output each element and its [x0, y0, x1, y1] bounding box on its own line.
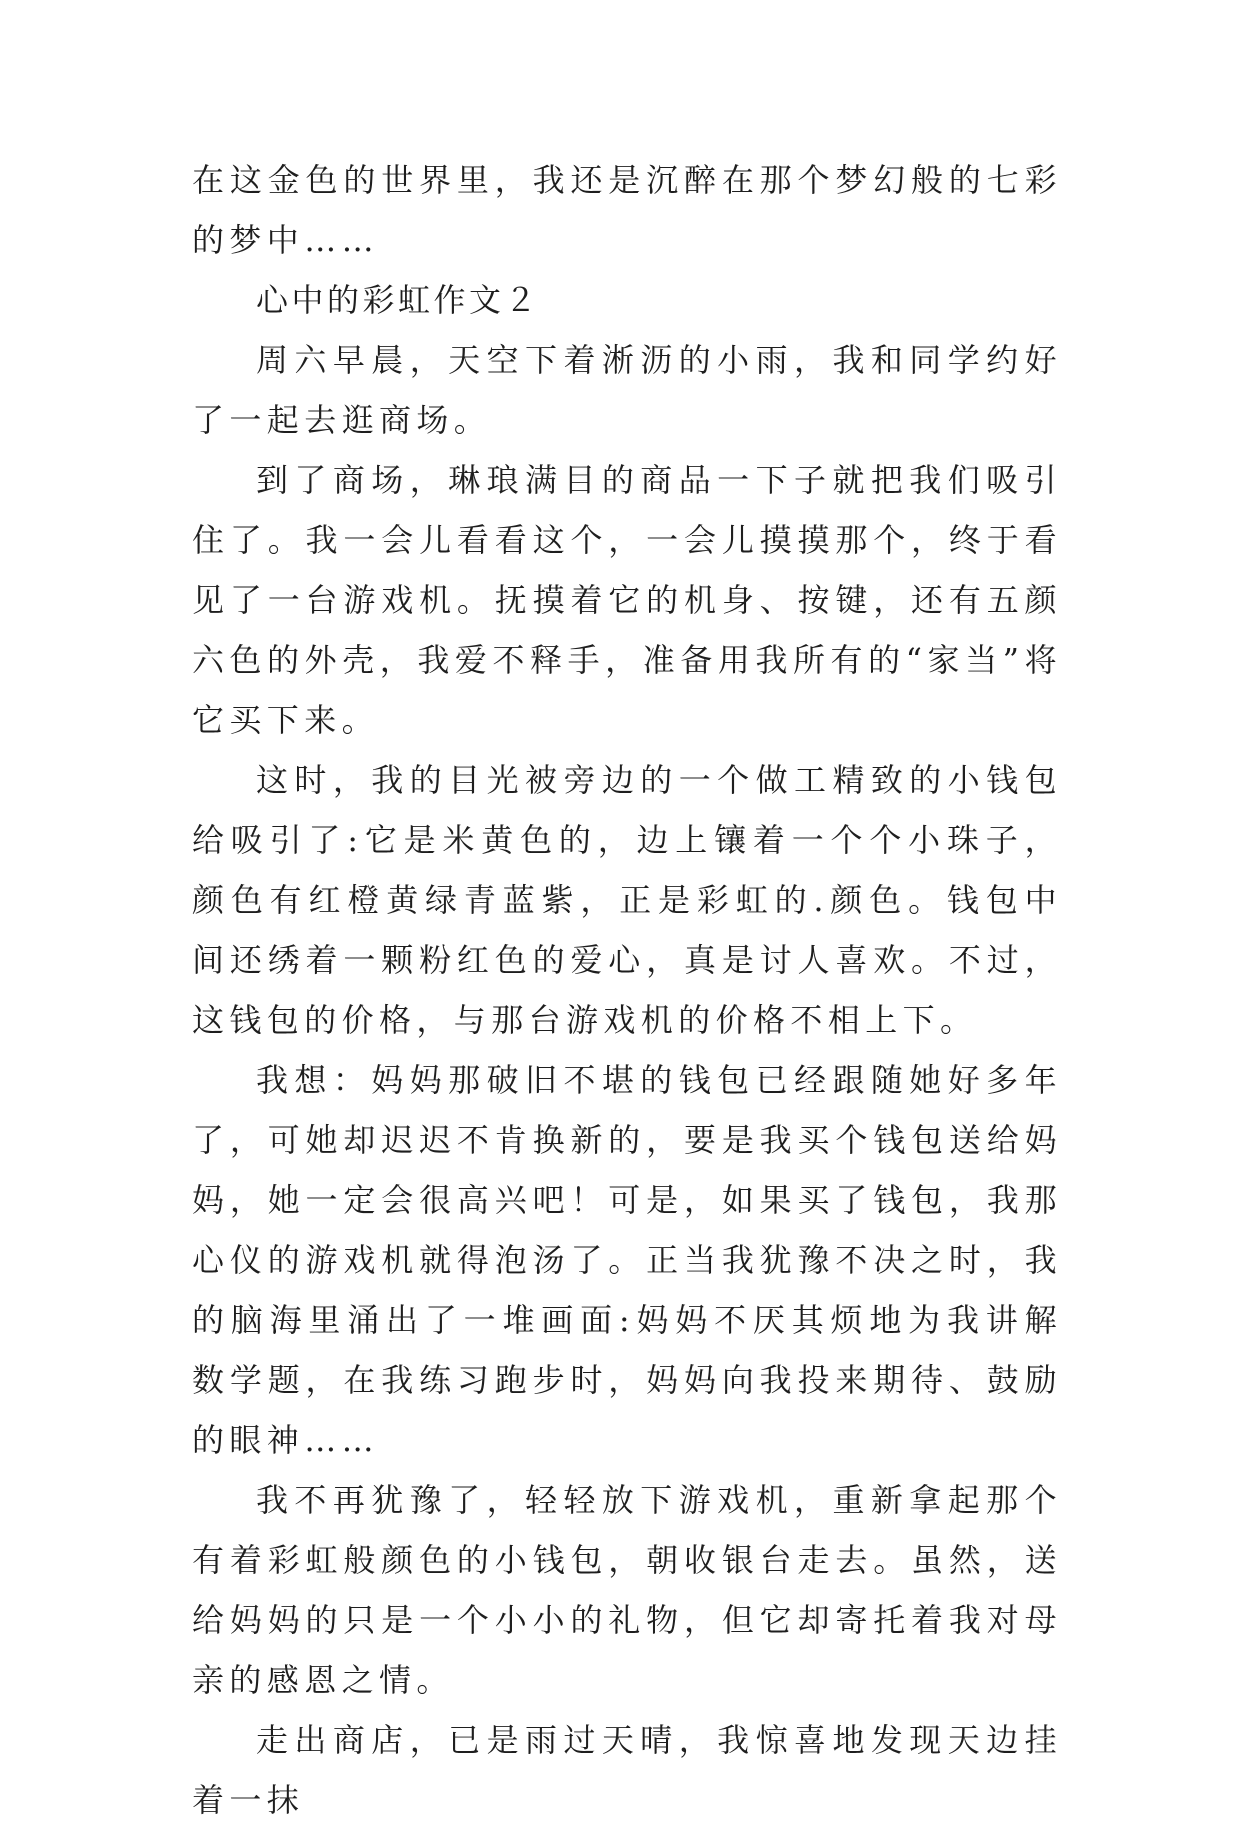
- document-body: [192, 150, 1062, 1830]
- paragraph-continuation: 在这金色的世界里，我还是沉醉在那个梦幻般的七彩的梦中……: [192, 161, 1062, 259]
- paragraph: 走出商店，已是雨过天晴，我惊喜地发现天边挂着一抹: [192, 1721, 1062, 1819]
- section-title: 心中的彩虹作文２: [256, 281, 541, 319]
- paragraph: 我想：妈妈那破旧不堪的钱包已经跟随她好多年了，可她却迟迟不肯换新的，要是我买个钱包送给妈妈，她一定会很高兴吧！可是，如果买了钱包，我那心仪的游戏机就得泡汤了。正当我犹豫不决之时，我的脑海里涌出了一堆画面:妈妈不厌其烦地为我讲解数学题，在我练习跑步时，妈妈向我投来期待、鼓励的眼神……: [192, 1061, 1062, 1459]
- paragraph: 周六早晨，天空下着淅沥的小雨，我和同学约好了一起去逛商场。: [192, 341, 1062, 439]
- paragraph: 这时，我的目光被旁边的一个做工精致的小钱包给吸引了:它是米黄色的，边上镶着一个个小珠子，颜色有红橙黄绿青蓝紫，正是彩虹的.颜色。钱包中间还绣着一颗粉红色的爱心，真是讨人喜欢。不过，这钱包的价格，与那台游戏机的价格不相上下。: [192, 761, 1062, 1039]
- paragraph: 到了商场，琳琅满目的商品一下子就把我们吸引住了。我一会儿看看这个，一会儿摸摸那个，终于看见了一台游戏机。抚摸着它的机身、按键，还有五颜六色的外壳，我爱不释手，准备用我所有的“家当”将它买下来。: [192, 461, 1062, 739]
- paragraph: 我不再犹豫了，轻轻放下游戏机，重新拿起那个有着彩虹般颜色的小钱包，朝收银台走去。虽然，送给妈妈的只是一个小小的礼物，但它却寄托着我对母亲的感恩之情。: [192, 1481, 1062, 1699]
